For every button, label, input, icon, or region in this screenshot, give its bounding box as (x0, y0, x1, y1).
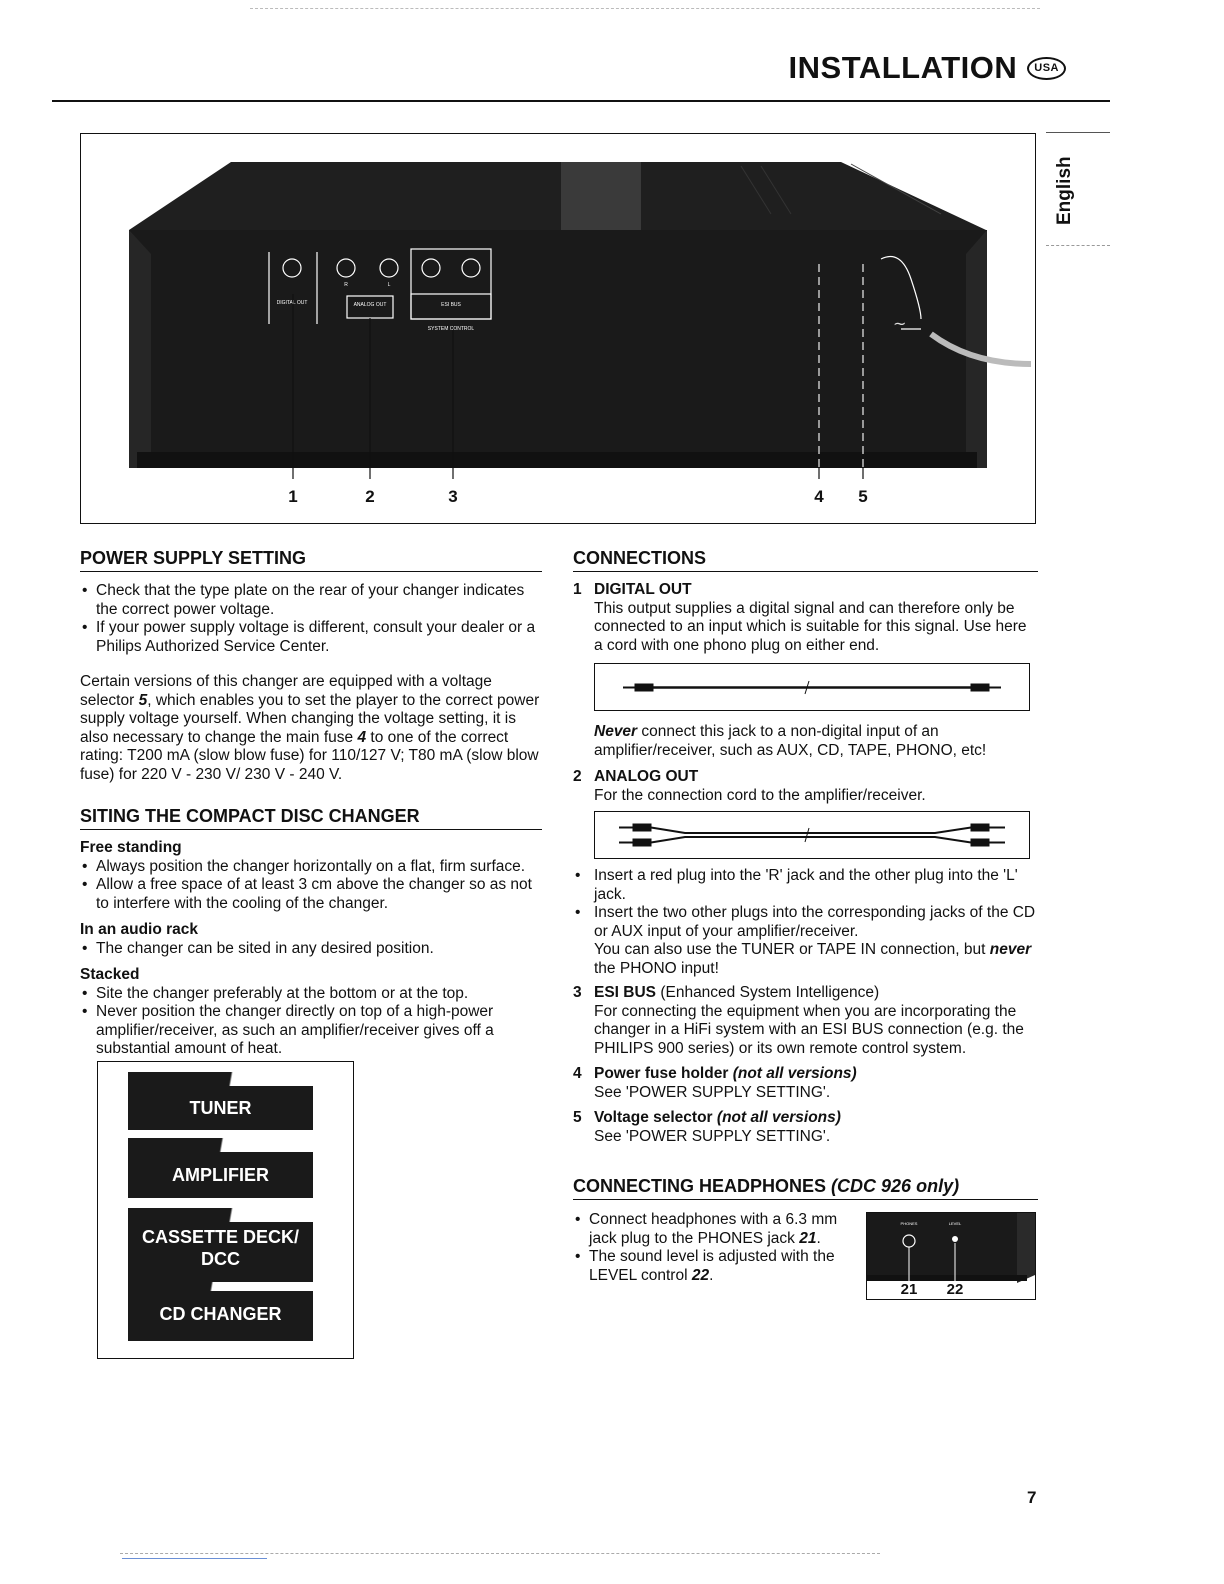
connection-item-2 (573, 768, 1038, 805)
siting-section (80, 806, 542, 1059)
item-4-title: Power fuse holder (594, 1065, 729, 1082)
siting-heading: SITING THE COMPACT DISC CHANGER (80, 806, 542, 830)
label-analog-out: ANALOG OUT (353, 302, 387, 308)
stacked-bullet-1: • Site the changer preferably at the bottom or at the top. (80, 985, 542, 1004)
item-5-text: See 'POWER SUPPLY SETTING'. (594, 1127, 831, 1145)
cassette-label: CASSETTE DECK/ (141, 1227, 300, 1247)
free-standing-bullet-2: • Allow a free space of at least 3 cm above the changer so as not to interfere with the cooling of the changer. (80, 876, 542, 913)
power-bullet-2: • If your power supply voltage is different, consult your dealer or a Philips Authorized Service Center. (80, 619, 542, 656)
scan-line-bottom (120, 1553, 880, 1554)
stack-unit-cd-changer (128, 1291, 313, 1341)
hp-callout-21: 21 (900, 1281, 918, 1298)
item-3-num: 3 (573, 984, 582, 1001)
item-4-text: See 'POWER SUPPLY SETTING'. (594, 1083, 831, 1101)
label-l: L (387, 282, 391, 288)
item-3-text: For connecting the equipment when you are incorporating the changer in a HiFi system with an ESI BUS connection (e.g. the PHILIPS 900 series) or its own remote control system. (594, 1002, 1024, 1057)
rear-panel-illustration (81, 134, 1035, 523)
free-standing-title: Free standing (80, 839, 182, 856)
item-3-title: ESI BUS (594, 984, 657, 1001)
item-1-text: This output supplies a digital signal and can therefore only be connected to an input which is suitable for this signal. Use here a cord with one phono plug on either end. (594, 599, 1027, 654)
callout-4: 4 (814, 487, 824, 506)
tuner-label: TUNER (189, 1098, 252, 1118)
hp-b1-b: . (816, 1229, 821, 1247)
power-para-c: to one of the correct rating: T200 mA (slow blow fuse) for 110/127 V; T80 mA (slow blow fuse) for 220 V - 230 V/ 230 V - 240 V. (80, 728, 539, 783)
item-3-suffix: (Enhanced System Intelligence) (656, 984, 880, 1001)
connection-item-1 (573, 581, 1038, 655)
connection-item-3 (573, 984, 1038, 1058)
power-bullet-1: • Check that the type plate on the rear of your changer indicates the correct power voltage. (80, 582, 542, 619)
page-header (789, 50, 1066, 86)
power-ref-4: 4 (357, 728, 367, 746)
dcc-label: DCC (201, 1249, 240, 1269)
header-rule (52, 100, 1110, 102)
stack-unit-cassette (128, 1222, 313, 1282)
warning-never: Never (594, 723, 638, 740)
callout-2: 2 (365, 487, 375, 506)
page-title: INSTALLATION (788, 50, 1018, 85)
headphones-bullet-1 (573, 1211, 855, 1248)
hp-b2-a: The sound level is adjusted with the LEVEL control (589, 1248, 835, 1284)
hp-callout-22: 22 (946, 1281, 964, 1298)
panel-label-phones: PHONES (900, 1221, 918, 1226)
stacked-title: Stacked (80, 966, 140, 983)
label-digital-out: DIGITAL OUT (276, 300, 308, 306)
headphones-heading-text: CONNECTING HEADPHONES (573, 1176, 827, 1196)
warning-text: connect this jack to a non-digital input of an amplifier/receiver, such as AUX, CD, TAPE, PHONO, etc! (594, 723, 987, 759)
rear-panel-figure (80, 133, 1036, 524)
analog-extra-b: the PHONO input! (594, 959, 719, 977)
audio-rack-title: In an audio rack (80, 921, 199, 938)
analog-bullet-1: • Insert a red plug into the 'R' jack and the other plug into the 'L' jack. (573, 867, 1038, 904)
power-para-b: , which enables you to set the player to the correct power supply voltage yourself. When changing the voltage setting, it is also necessary to change the main fuse (80, 691, 540, 746)
analog-extra-a: You can also use the TUNER or TAPE IN connection, but (594, 941, 990, 958)
analog-cord-illustration (594, 811, 1030, 859)
analog-extra-never: never (989, 941, 1032, 958)
headphones-bullet-2 (573, 1248, 855, 1285)
label-r: R (344, 282, 348, 288)
item-1-title: DIGITAL OUT (594, 581, 692, 598)
hp-ref-21: 21 (799, 1229, 817, 1247)
power-supply-heading: POWER SUPPLY SETTING (80, 548, 542, 572)
stack-unit-tuner (128, 1086, 313, 1130)
scan-line-top (250, 8, 1040, 9)
language-tab (1046, 132, 1110, 246)
language-label: English (1054, 156, 1075, 225)
power-supply-section (80, 548, 542, 784)
item-5-num: 5 (573, 1109, 582, 1126)
item-2-title: ANALOG OUT (594, 768, 699, 785)
stack-unit-amplifier (128, 1152, 313, 1198)
panel-label-level: LEVEL (948, 1221, 962, 1226)
label-esi-bus: ESI BUS (441, 302, 461, 308)
amplifier-label: AMPLIFIER (172, 1165, 269, 1185)
cd-changer-label: CD CHANGER (159, 1304, 282, 1324)
audio-rack-bullet-1: • The changer can be sited in any desired position. (80, 940, 542, 959)
svg-text:~: ~ (893, 314, 907, 333)
label-system-control: SYSTEM CONTROL (427, 326, 475, 332)
connection-item-4 (573, 1065, 1038, 1102)
analog-bullet-2-extra (573, 941, 1038, 978)
hp-b2-b: . (709, 1266, 714, 1284)
connections-section (573, 548, 1038, 1146)
item-2-num: 2 (573, 768, 582, 785)
page-number: 7 (1027, 1488, 1037, 1507)
item-5-title: Voltage selector (594, 1109, 713, 1126)
callout-5: 5 (858, 487, 868, 506)
hp-ref-22: 22 (691, 1266, 710, 1284)
item-1-num: 1 (573, 581, 582, 598)
stack-illustration (97, 1061, 354, 1359)
headphones-heading-note: (CDC 926 only) (831, 1176, 960, 1196)
digital-warning (594, 723, 1038, 760)
free-standing-bullet-1: • Always position the changer horizontally on a flat, firm surface. (80, 858, 542, 877)
connections-heading: CONNECTIONS (573, 548, 1038, 572)
power-para-a: Certain versions of this changer are equipped with a voltage selector (80, 673, 492, 709)
item-2-text: For the connection cord to the amplifier/receiver. (594, 786, 926, 804)
callout-1: 1 (288, 487, 298, 506)
power-ref-5: 5 (138, 691, 148, 709)
stacked-bullet-2: • Never position the changer directly on top of a high-power amplifier/receiver, as such an amplifier/receiver gives off a substantial amount of heat. (80, 1003, 542, 1059)
headphones-heading (573, 1176, 1038, 1200)
hp-b1-a: Connect headphones with a 6.3 mm jack plug to the PHONES jack (589, 1211, 838, 1247)
scan-line-bottom-blue (122, 1558, 267, 1559)
item-4-num: 4 (573, 1065, 582, 1082)
item-4-note: (not all versions) (732, 1065, 857, 1082)
region-badge: USA (1027, 57, 1066, 80)
headphones-illustration (866, 1212, 1036, 1300)
analog-bullet-2: • Insert the two other plugs into the corresponding jacks of the CD or AUX input of your amplifier/receiver. (573, 904, 1038, 941)
power-paragraph (80, 673, 542, 784)
item-5-note: (not all versions) (716, 1109, 841, 1126)
connection-item-5 (573, 1109, 1038, 1146)
callout-3: 3 (448, 487, 458, 506)
digital-cord-illustration (594, 663, 1030, 711)
